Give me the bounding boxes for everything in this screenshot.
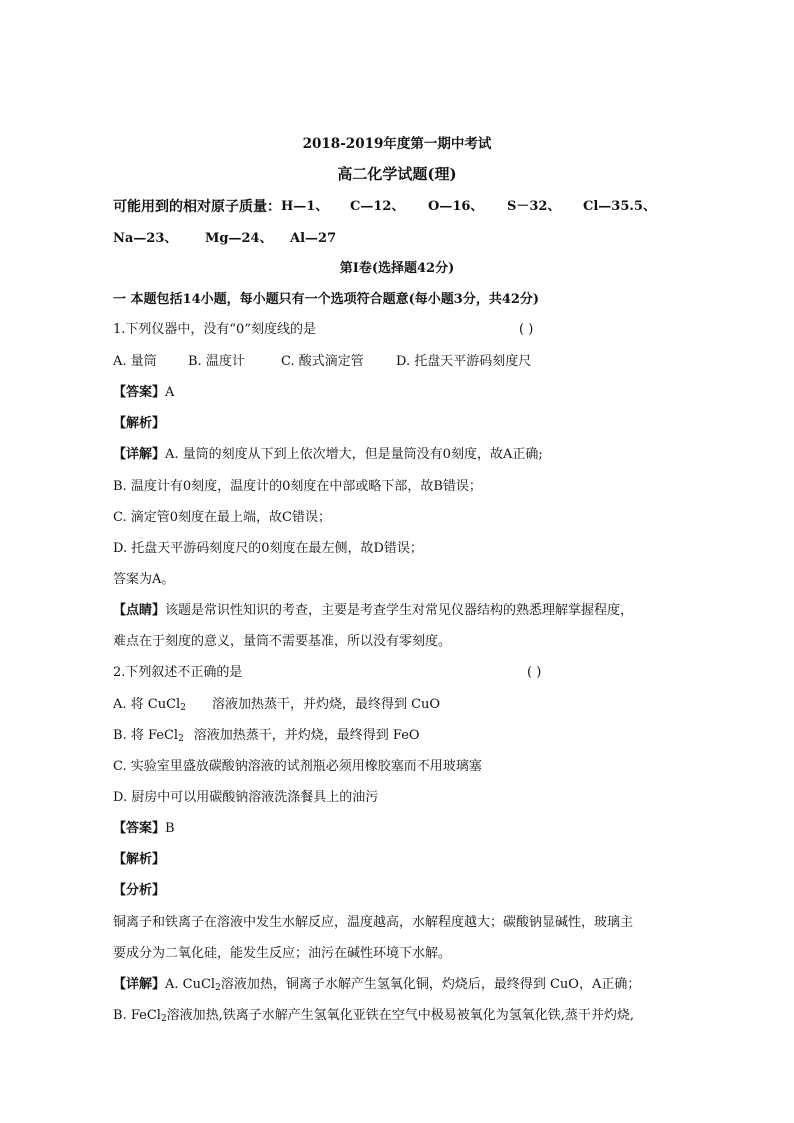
q1-answer-paren: ( ) [519,322,534,337]
answer-tag: 【答案】 [113,385,166,400]
formula-text: A. 将 CuCl [113,697,181,712]
formula-subscript: 2 [180,703,186,713]
q1-comment-2: 难点在于刻度的意义，量筒不需要基准，所以没有零刻度。 [113,634,452,649]
formula-text: B. FeCl [113,1008,161,1023]
q2-answer [113,819,175,839]
atomic-mass-label: 可能用到的相对原子质量： [113,199,281,215]
q1-detail-b: B. 温度计有0刻度，温度计的0刻度在中部或略下部，故B错误； [113,479,482,494]
formula-subscript: 2 [215,983,221,993]
q1-detail-c: C. 滴定管0刻度在最上端，故C错误； [113,510,331,525]
exam-title: 2018-2019年度第一期中考试 [302,136,492,152]
q2-answer-paren: ( ) [527,665,542,680]
atomic-mass-cl: Cl—35.5、 [583,199,656,214]
q1-option-d: D. 托盘天平游码刻度尺 [396,354,532,369]
q2-detail-a [113,975,640,995]
atomic-mass-c: C—12、 [350,199,405,214]
q1-option-b: B. 温度计 [188,354,245,369]
q1-answer [113,383,174,403]
atomic-mass-na: Na—23、 [113,231,178,246]
section-instruction: 一 本题包括14小题，每小题只有一个选项符合题意(每小题3分，共42分) [113,292,540,307]
q2-fenxi-1: 铜离子和铁离子在溶液中发生水解反应，温度越高，水解程度越大；碳酸钠显碱性，玻璃主 [113,915,634,930]
comment-tag: 【点睛】 [113,603,166,618]
detail-text: 溶液加热,铁离子水解产生氢氧化亚铁在空气中极易被氧化为氢氧化铁,蒸干并灼烧, [166,1008,635,1023]
detail-tag: 【详解】 [113,977,166,992]
q2-option-a [113,695,440,715]
atomic-mass-s: S－32、 [507,199,561,214]
q1-option-a: A. 量筒 [113,354,157,369]
atomic-mass-al: Al—27 [290,231,337,246]
q1-option-c: C. 酸式滴定管 [281,354,364,369]
q2-detail-b [113,1006,634,1026]
formula-text: B. 将 FeCl [113,728,179,743]
q2-fenxi-2: 要成分为二氧化硅，能发生反应；油污在碱性环境下水解。 [113,946,452,961]
q1-detail-a [113,445,543,465]
q2-stem: 2.下列叙述不正确的是 [113,665,243,680]
q2-option-c: C. 实验室里盛放碳酸钠溶液的试剂瓶必须用橡胶塞而不用玻璃塞 [113,759,482,774]
answer-tag: 【答案】 [113,821,166,836]
detail-tag: 【详解】 [113,447,166,462]
answer-value: A [165,385,175,400]
formula-subscript: 2 [160,1014,167,1024]
q1-analysis-tag: 【解析】 [113,416,166,431]
exam-subtitle: 高二化学试题(理) [337,165,457,183]
q2-fenxi-tag: 【分析】 [113,883,166,898]
option-text: 溶液加热蒸干，并灼烧，最终得到 CuO [211,697,441,712]
section-title: 第Ⅰ卷(选择题42分) [339,261,455,276]
q2-option-d: D. 厨房中可以用碳酸钠溶液洗涤餐具上的油污 [113,790,379,805]
q2-option-b [113,726,420,746]
detail-text: 溶液加热，铜离子水解产生氢氧化铜，灼烧后，最终得到 CuO，A正确； [220,977,641,992]
comment-text: 该题是常识性知识的考查，主要是考查学生对常见仪器结构的熟悉理解掌握程度， [165,603,634,618]
q1-stem: 1.下列仪器中，没有“0”刻度线的是 [113,322,316,337]
q1-detail-d: D. 托盘天平游码刻度尺的0刻度在最左侧，故D错误； [113,541,423,556]
formula-text: A. CuCl [165,977,216,992]
formula-subscript: 2 [178,734,184,744]
q1-conclusion: 答案为A。 [113,572,175,587]
atomic-mass-mg: Mg—24、 [205,231,273,246]
atomic-mass-o: O—16、 [428,199,484,214]
detail-text: A. 量筒的刻度从下到上依次增大，但是量筒没有0刻度，故A正确; [165,447,543,462]
q1-comment-1 [113,601,633,621]
answer-value: B [165,821,175,836]
option-text: 溶液加热蒸干，并灼烧，最终得到 FeO [193,728,420,743]
atomic-mass-h: H—1、 [281,199,329,214]
q2-analysis-tag: 【解析】 [113,852,166,867]
